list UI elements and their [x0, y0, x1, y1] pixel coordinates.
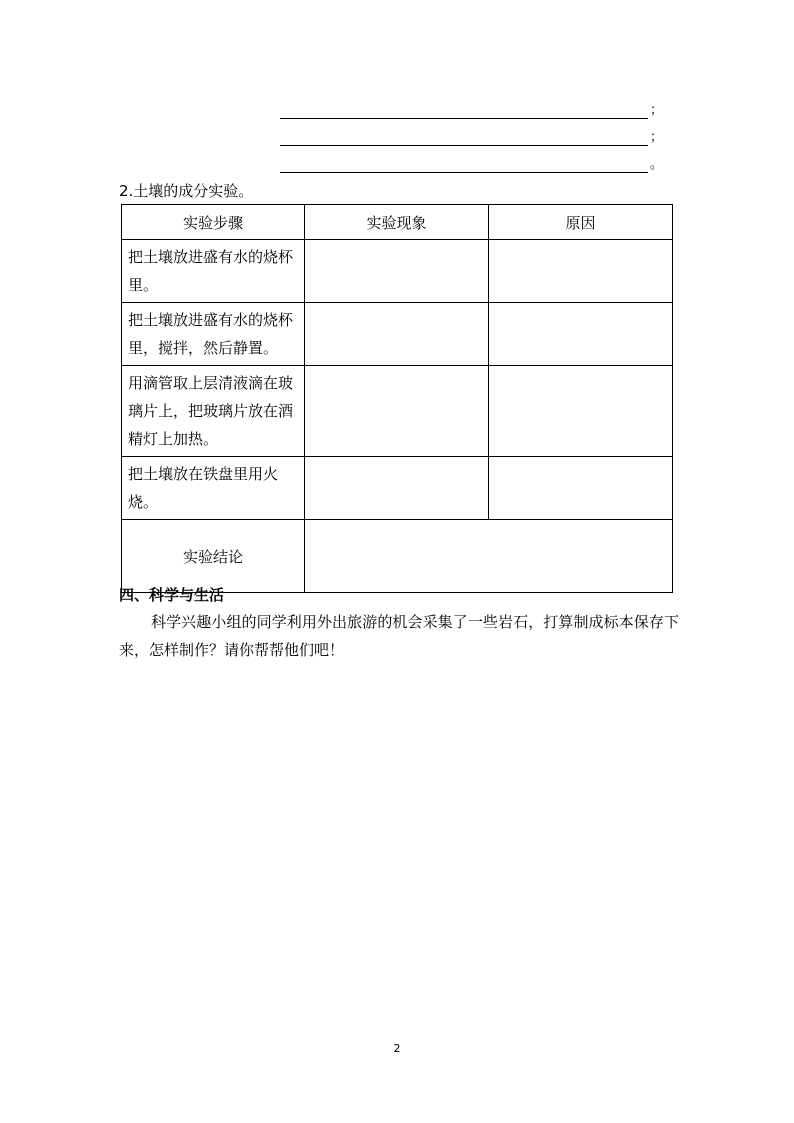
header-reason: 原因: [489, 205, 673, 240]
table-row: [122, 366, 673, 457]
table-row: [122, 457, 673, 520]
table-header-row: [122, 205, 673, 240]
section-4-paragraph: 科学兴趣小组的同学利用外出旅游的机会采集了一些岩石，打算制成标本保存下来，怎样制作？请你帮帮他们吧！: [119, 613, 679, 659]
header-phenomenon: 实验现象: [305, 205, 489, 240]
fill-line-2[interactable]: [280, 145, 648, 146]
reason-cell[interactable]: [489, 457, 673, 520]
section-4-heading: 四、科学与生活: [119, 586, 225, 604]
phenomenon-cell[interactable]: [305, 366, 489, 457]
step-cell: 把土壤放进盛有水的烧杯里。: [122, 240, 305, 303]
header-steps: 实验步骤: [122, 205, 305, 240]
reason-cell[interactable]: [489, 366, 673, 457]
fill-line-3[interactable]: [280, 172, 648, 173]
fill-line-3-punct: 。: [650, 157, 664, 172]
phenomenon-cell[interactable]: [305, 240, 489, 303]
step-cell: 用滴管取上层清液滴在玻璃片上，把玻璃片放在酒精灯上加热。: [122, 366, 305, 457]
phenomenon-cell[interactable]: [305, 303, 489, 366]
fill-line-2-punct: ；: [650, 130, 664, 145]
conclusion-cell[interactable]: [305, 520, 673, 593]
table-row: [122, 303, 673, 366]
conclusion-row: [122, 520, 673, 593]
fill-line-1[interactable]: [280, 118, 648, 119]
soil-experiment-table: [121, 204, 673, 593]
reason-cell[interactable]: [489, 240, 673, 303]
table-row: [122, 240, 673, 303]
phenomenon-cell[interactable]: [305, 457, 489, 520]
step-cell: 把土壤放进盛有水的烧杯里，搅拌，然后静置。: [122, 303, 305, 366]
conclusion-label: 实验结论: [122, 520, 305, 593]
reason-cell[interactable]: [489, 303, 673, 366]
section-2-heading: 2.土壤的成分实验。: [119, 182, 254, 200]
page-number: 2: [393, 1042, 401, 1055]
fill-line-1-punct: ；: [650, 103, 664, 118]
step-cell: 把土壤放在铁盘里用火烧。: [122, 457, 305, 520]
